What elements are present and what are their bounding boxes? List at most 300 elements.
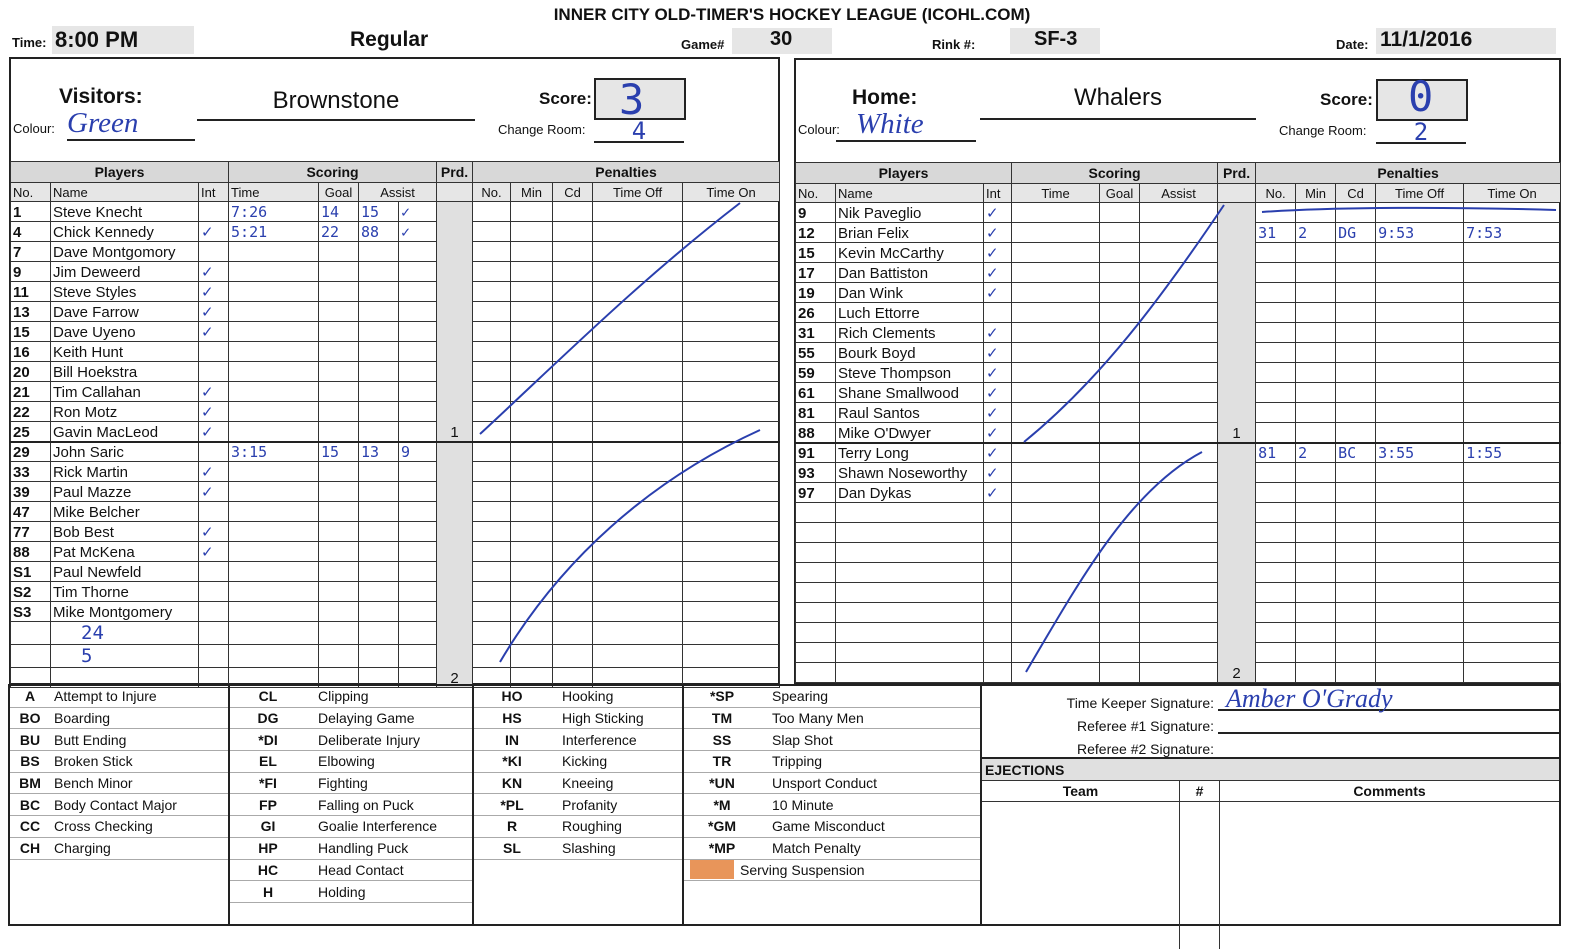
player-name: Dave Montgomory: [51, 242, 199, 262]
penalty-description: Head Contact: [318, 861, 404, 878]
goal-scorer: 22: [319, 222, 359, 242]
legend-column-1: [10, 686, 230, 924]
int-check: ✓: [984, 203, 1012, 223]
penalty-description: Charging: [54, 840, 111, 857]
player-name: Bourk Boyd: [836, 343, 984, 363]
penalty-code: H: [262, 883, 274, 900]
pen-off-col-header: Time Off: [593, 183, 683, 202]
player-number: 12: [796, 223, 836, 243]
player-number: 15: [11, 322, 51, 342]
game-time: 8:00 PM: [55, 27, 139, 52]
penalty-min: 2: [1296, 443, 1336, 463]
int-check: ✓: [199, 422, 229, 442]
visitors-p1-penalty-strike: [480, 203, 740, 434]
legend-item: [230, 838, 472, 860]
int-check: ✓: [984, 263, 1012, 283]
penalty-min: 2: [1296, 223, 1336, 243]
timekeeper-row: [982, 684, 1559, 713]
ref1-label: Referee #1 Signature:: [1077, 718, 1214, 734]
home-name-col-header: Name: [836, 184, 984, 203]
int-check: ✓: [984, 323, 1012, 343]
penalty-description: Clipping: [318, 688, 369, 705]
ejections-team-col: Team: [982, 781, 1180, 801]
ejections-num-col: #: [1180, 781, 1220, 801]
player-number: 11: [11, 282, 51, 302]
legend-item: [10, 729, 228, 751]
penalty-off: 9:53: [1376, 223, 1464, 243]
penalty-description: Profanity: [562, 796, 618, 813]
legend-item: [474, 729, 682, 751]
period-2-label: 2: [1218, 443, 1256, 683]
scoring-header: Scoring: [229, 162, 437, 183]
visitors-colour: Green: [67, 107, 195, 141]
player-number: 88: [796, 423, 836, 443]
player-number: 88: [11, 542, 51, 562]
legend-item: [684, 838, 980, 860]
penalty-code: [690, 860, 734, 879]
legend-item: [684, 729, 980, 751]
pen-no-col-header: No.: [473, 183, 511, 202]
legend-item: [10, 773, 228, 795]
penalty-on: 1:55: [1464, 443, 1561, 463]
player-name: Steve Knecht: [51, 202, 199, 222]
ejections-comments-col: Comments: [1353, 783, 1426, 799]
rink-number: SF-3: [1034, 28, 1078, 50]
penalty-code: BC: [19, 796, 41, 813]
player-name: Luch Ettorre: [836, 303, 984, 323]
rink-label: Rink #:: [932, 37, 976, 52]
assist-2: 9: [399, 442, 437, 462]
penalty-off: 3:55: [1376, 443, 1464, 463]
player-number: S2: [11, 582, 51, 602]
time-col-header: Time: [229, 183, 319, 202]
penalty-code: BS: [20, 753, 40, 770]
home-goal-col-header: Goal: [1100, 184, 1140, 203]
legend-item: [230, 773, 472, 795]
legend-column-3: [474, 686, 684, 924]
player-name: Tim Thorne: [51, 582, 199, 602]
legend-item: [10, 686, 228, 708]
penalty-cd: DG: [1336, 223, 1376, 243]
penalty-description: Serving Suspension: [740, 861, 865, 878]
penalty-description: Holding: [318, 883, 366, 900]
player-name: Paul Mazze: [51, 482, 199, 502]
penalty-code: A: [24, 688, 36, 705]
penalty-no: 81: [1256, 443, 1296, 463]
player-name: Brian Felix: [836, 223, 984, 243]
assist-1: 88: [359, 222, 399, 242]
penalty-code: *MP: [708, 840, 736, 857]
int-check: ✓: [199, 382, 229, 402]
penalty-description: Boarding: [54, 710, 111, 727]
player-name: Shawn Noseworthy: [836, 463, 984, 483]
penalty-description: Elbowing: [318, 753, 375, 770]
legend-item: [474, 794, 682, 816]
player-name: Kevin McCarthy: [836, 243, 984, 263]
assist-2: ✓: [399, 222, 437, 242]
home-penalties-header: Penalties: [1256, 163, 1561, 184]
pen-min-col-header: Min: [511, 183, 553, 202]
penalty-code: GI: [260, 818, 276, 835]
player-number: 77: [11, 522, 51, 542]
assist-1: 13: [359, 442, 399, 462]
penalty-description: Match Penalty: [772, 840, 861, 857]
player-number: S1: [11, 562, 51, 582]
home-p2-scoring-strike: [1026, 452, 1202, 672]
player-number: 20: [11, 362, 51, 382]
penalty-description: Roughing: [562, 818, 622, 835]
penalty-code: IN: [505, 731, 519, 748]
ref2-row: [982, 734, 1559, 757]
legend-item: [10, 816, 228, 838]
home-penalty-scribble: [1262, 208, 1556, 212]
penalty-on: 7:53: [1464, 223, 1561, 243]
ejections-comments-cell: [1220, 802, 1559, 949]
penalty-description: Deliberate Injury: [318, 731, 420, 748]
home-players-header: Players: [796, 163, 1012, 184]
home-period-header: Prd.: [1218, 163, 1256, 184]
int-check: ✓: [984, 343, 1012, 363]
penalty-description: Game Misconduct: [772, 818, 885, 835]
legend-item: [474, 686, 682, 708]
penalty-code: BO: [19, 710, 41, 727]
penalty-description: Goalie Interference: [318, 818, 438, 835]
player-name: Paul Newfeld: [51, 562, 199, 582]
penalty-description: Falling on Puck: [318, 796, 414, 813]
penalty-description: Broken Stick: [54, 753, 133, 770]
home-room-label: Change Room:: [1279, 123, 1367, 138]
player-number: 26: [796, 303, 836, 323]
player-name: Pat McKena: [51, 542, 199, 562]
int-check: ✓: [199, 322, 229, 342]
int-check: ✓: [984, 443, 1012, 463]
home-score: 0: [1408, 72, 1434, 121]
penalty-code: *DI: [258, 731, 278, 748]
penalty-description: Body Contact Major: [54, 796, 177, 813]
int-check: ✓: [984, 223, 1012, 243]
player-number: 15: [796, 243, 836, 263]
player-number: 9: [11, 262, 51, 282]
player-number: 1: [11, 202, 51, 222]
home-team-name: Whalers: [980, 82, 1256, 120]
legend-item: [230, 708, 472, 730]
signature-area: [982, 686, 1559, 924]
penalty-code: *SP: [709, 688, 735, 705]
player-number: 97: [796, 483, 836, 503]
penalty-description: Fighting: [318, 775, 368, 792]
goal-time: 7:26: [229, 202, 319, 222]
home-scoring-header: Scoring: [1012, 163, 1218, 184]
game-number: 30: [770, 28, 793, 50]
goal-time: 5:21: [229, 222, 319, 242]
period-2-label: 2: [437, 442, 473, 688]
legend-item: [230, 686, 472, 708]
player-number: 25: [11, 422, 51, 442]
penalty-description: Kneeing: [562, 775, 614, 792]
player-name: Gavin MacLeod: [51, 422, 199, 442]
player-name: Ron Motz: [51, 402, 199, 422]
player-name: Chick Kennedy: [51, 222, 199, 242]
player-number: 22: [11, 402, 51, 422]
ref2-signature-line: [1218, 734, 1559, 757]
player-name: Rich Clements: [836, 323, 984, 343]
int-check: ✓: [984, 403, 1012, 423]
int-check: ✓: [984, 383, 1012, 403]
ejections-body: [982, 802, 1559, 949]
legend-item: [230, 860, 472, 882]
player-number: 7: [11, 242, 51, 262]
player-name: Jim Deweerd: [51, 262, 199, 282]
home-int-col-header: Int: [984, 184, 1012, 203]
penalty-description: Delaying Game: [318, 710, 415, 727]
no-col-header: No.: [11, 183, 51, 202]
penalty-description: Interference: [562, 731, 637, 748]
player-name: Dan Wink: [836, 283, 984, 303]
penalty-description: Hooking: [562, 688, 614, 705]
penalty-code: HC: [257, 861, 279, 878]
home-p1-scoring-strike: [1024, 205, 1224, 442]
penalty-no: 31: [1256, 223, 1296, 243]
player-name: Terry Long: [836, 443, 984, 463]
assist-col-header: Assist: [359, 183, 437, 202]
penalty-code: R: [506, 818, 518, 835]
timekeeper-label: Time Keeper Signature:: [1066, 695, 1214, 711]
goal-scorer: 15: [319, 442, 359, 462]
penalty-description: Kicking: [562, 753, 608, 770]
visitors-room: 4: [594, 117, 684, 143]
assist-2: ✓: [399, 202, 437, 222]
penalty-code: DG: [257, 710, 279, 727]
timekeeper-signature: Amber O'Grady: [1218, 688, 1559, 711]
ref1-signature-line: [1218, 711, 1559, 734]
int-check: ✓: [199, 482, 229, 502]
player-name: 24: [51, 622, 199, 645]
player-number: 4: [11, 222, 51, 242]
visitors-colour-label: Colour:: [13, 121, 55, 136]
legend-item: [10, 794, 228, 816]
player-name: Keith Hunt: [51, 342, 199, 362]
home-room: 2: [1376, 118, 1466, 144]
penalty-code: SS: [712, 731, 732, 748]
player-number: 61: [796, 383, 836, 403]
home-time-col-header: Time: [1012, 184, 1100, 203]
player-number: 81: [796, 403, 836, 423]
legend-item: [684, 816, 980, 838]
player-number: 39: [11, 482, 51, 502]
legend-item: [684, 773, 980, 795]
ref2-label: Referee #2 Signature:: [1077, 741, 1214, 757]
penalty-description: Unsport Conduct: [772, 775, 878, 792]
penalty-description: Bench Minor: [54, 775, 133, 792]
player-name: John Saric: [51, 442, 199, 462]
player-number: 19: [796, 283, 836, 303]
penalty-code: CH: [19, 840, 41, 857]
penalty-code: HP: [258, 840, 278, 857]
league-title: INNER CITY OLD-TIMER'S HOCKEY LEAGUE (ICOHL.COM): [553, 5, 1031, 24]
period-1-label: 1: [437, 202, 473, 442]
int-check: ✓: [199, 402, 229, 422]
period-header: Prd.: [437, 162, 473, 183]
ejections-num-cell: [1180, 802, 1220, 949]
int-check: ✓: [984, 243, 1012, 263]
game-number-label: Game#: [681, 37, 725, 52]
legend-item: [230, 729, 472, 751]
player-number: 16: [11, 342, 51, 362]
legend-item: [474, 708, 682, 730]
home-pen-off-col-header: Time Off: [1376, 184, 1464, 203]
home-pen-min-col-header: Min: [1296, 184, 1336, 203]
ejections-header: EJECTIONS: [982, 757, 1559, 780]
int-check: ✓: [984, 463, 1012, 483]
home-pen-cd-col-header: Cd: [1336, 184, 1376, 203]
player-name: Mike Montgomery: [51, 602, 199, 622]
player-number: 47: [11, 502, 51, 522]
player-name: Bill Hoekstra: [51, 362, 199, 382]
home-assist-col-header: Assist: [1140, 184, 1218, 203]
penalty-description: Too Many Men: [772, 710, 864, 727]
penalty-code: HO: [501, 688, 523, 705]
visitors-p2-penalty-strike: [500, 430, 760, 662]
legend-item: [474, 838, 682, 860]
legend-item: [10, 751, 228, 773]
ref1-row: [982, 711, 1559, 734]
legend-item: [230, 751, 472, 773]
player-number: 31: [796, 323, 836, 343]
penalty-description: Cross Checking: [54, 818, 153, 835]
assist-1: 15: [359, 202, 399, 222]
penalty-description: High Sticking: [562, 710, 644, 727]
player-number: 55: [796, 343, 836, 363]
period-1-label: 1: [1218, 203, 1256, 443]
int-check: ✓: [199, 302, 229, 322]
player-name: Dan Battiston: [836, 263, 984, 283]
int-check: ✓: [199, 542, 229, 562]
goal-scorer: 14: [319, 202, 359, 222]
penalties-header: Penalties: [473, 162, 780, 183]
player-name: Dan Dykas: [836, 483, 984, 503]
penalty-code: *UN: [709, 775, 735, 792]
legend-item: [230, 881, 472, 903]
int-col-header: Int: [199, 183, 229, 202]
penalty-code: *M: [713, 796, 731, 813]
player-number: 21: [11, 382, 51, 402]
int-check: ✓: [984, 483, 1012, 503]
home-pen-no-col-header: No.: [1256, 184, 1296, 203]
penalty-code: EL: [259, 753, 277, 770]
penalty-code: CC: [19, 818, 41, 835]
legend-item: [230, 794, 472, 816]
player-name: Shane Smallwood: [836, 383, 984, 403]
penalty-code: TR: [712, 753, 732, 770]
player-name: Mike O'Dwyer: [836, 423, 984, 443]
time-label: Time:: [12, 35, 47, 50]
game-date: 11/1/2016: [1380, 28, 1473, 51]
home-pen-on-col-header: Time On: [1464, 184, 1561, 203]
penalty-code: *KI: [502, 753, 522, 770]
legend-item: [10, 838, 228, 860]
player-name: Bob Best: [51, 522, 199, 542]
goal-time: 3:15: [229, 442, 319, 462]
legend-column-2: [230, 686, 474, 924]
player-number: 33: [11, 462, 51, 482]
int-check: ✓: [984, 423, 1012, 443]
penalty-code: SL: [503, 840, 521, 857]
int-check: ✓: [984, 283, 1012, 303]
legend-item: [684, 794, 980, 816]
player-number: 91: [796, 443, 836, 463]
visitors-room-label: Change Room:: [498, 122, 586, 137]
legend-column-4: [684, 686, 982, 924]
home-no-col-header: No.: [796, 184, 836, 203]
penalty-description: Spearing: [772, 688, 829, 705]
home-label: Home:: [852, 86, 918, 109]
player-name: Tim Callahan: [51, 382, 199, 402]
home-colour-label: Colour:: [798, 122, 840, 137]
penalty-description: Handling Puck: [318, 840, 409, 857]
player-number: 17: [796, 263, 836, 283]
player-name: Mike Belcher: [51, 502, 199, 522]
penalty-legend: [8, 684, 1561, 926]
ejections-columns: [982, 780, 1559, 802]
penalty-code: HS: [502, 710, 522, 727]
penalty-code: *FI: [259, 775, 277, 792]
goal-col-header: Goal: [319, 183, 359, 202]
penalty-code: TM: [711, 710, 733, 727]
legend-item: [474, 773, 682, 795]
penalty-description: 10 Minute: [772, 796, 834, 813]
player-name: Steve Thompson: [836, 363, 984, 383]
int-check: ✓: [199, 262, 229, 282]
ejections-team-cell: [982, 802, 1180, 949]
legend-item: [684, 860, 980, 882]
game-type: Regular: [350, 28, 429, 51]
pen-on-col-header: Time On: [683, 183, 780, 202]
player-name: Rick Martin: [51, 462, 199, 482]
legend-item: [684, 708, 980, 730]
legend-item: [684, 686, 980, 708]
int-check: ✓: [984, 363, 1012, 383]
penalty-description: Slap Shot: [772, 731, 833, 748]
visitors-score: 3: [619, 75, 645, 124]
home-score-label: Score:: [1320, 90, 1373, 109]
visitors-score-label: Score:: [539, 89, 592, 108]
int-check: ✓: [199, 282, 229, 302]
legend-item: [474, 816, 682, 838]
penalty-description: Attempt to Injure: [54, 688, 157, 705]
penalty-code: FP: [259, 796, 277, 813]
player-name: Dave Farrow: [51, 302, 199, 322]
penalty-cd: BC: [1336, 443, 1376, 463]
penalty-code: CL: [258, 688, 278, 705]
player-number: 9: [796, 203, 836, 223]
penalty-code: *PL: [500, 796, 524, 813]
player-name: Nik Paveglio: [836, 203, 984, 223]
date-label: Date:: [1336, 37, 1369, 52]
player-name: Raul Santos: [836, 403, 984, 423]
player-number: 13: [11, 302, 51, 322]
penalty-code: BM: [19, 775, 41, 792]
visitors-label: Visitors:: [59, 85, 143, 108]
player-name: Steve Styles: [51, 282, 199, 302]
legend-item: [474, 751, 682, 773]
player-number: 59: [796, 363, 836, 383]
penalty-description: Tripping: [772, 753, 823, 770]
int-check: ✓: [199, 462, 229, 482]
player-number: 29: [11, 442, 51, 462]
legend-item: [10, 708, 228, 730]
home-colour: White: [836, 108, 976, 142]
penalty-code: KN: [501, 775, 523, 792]
